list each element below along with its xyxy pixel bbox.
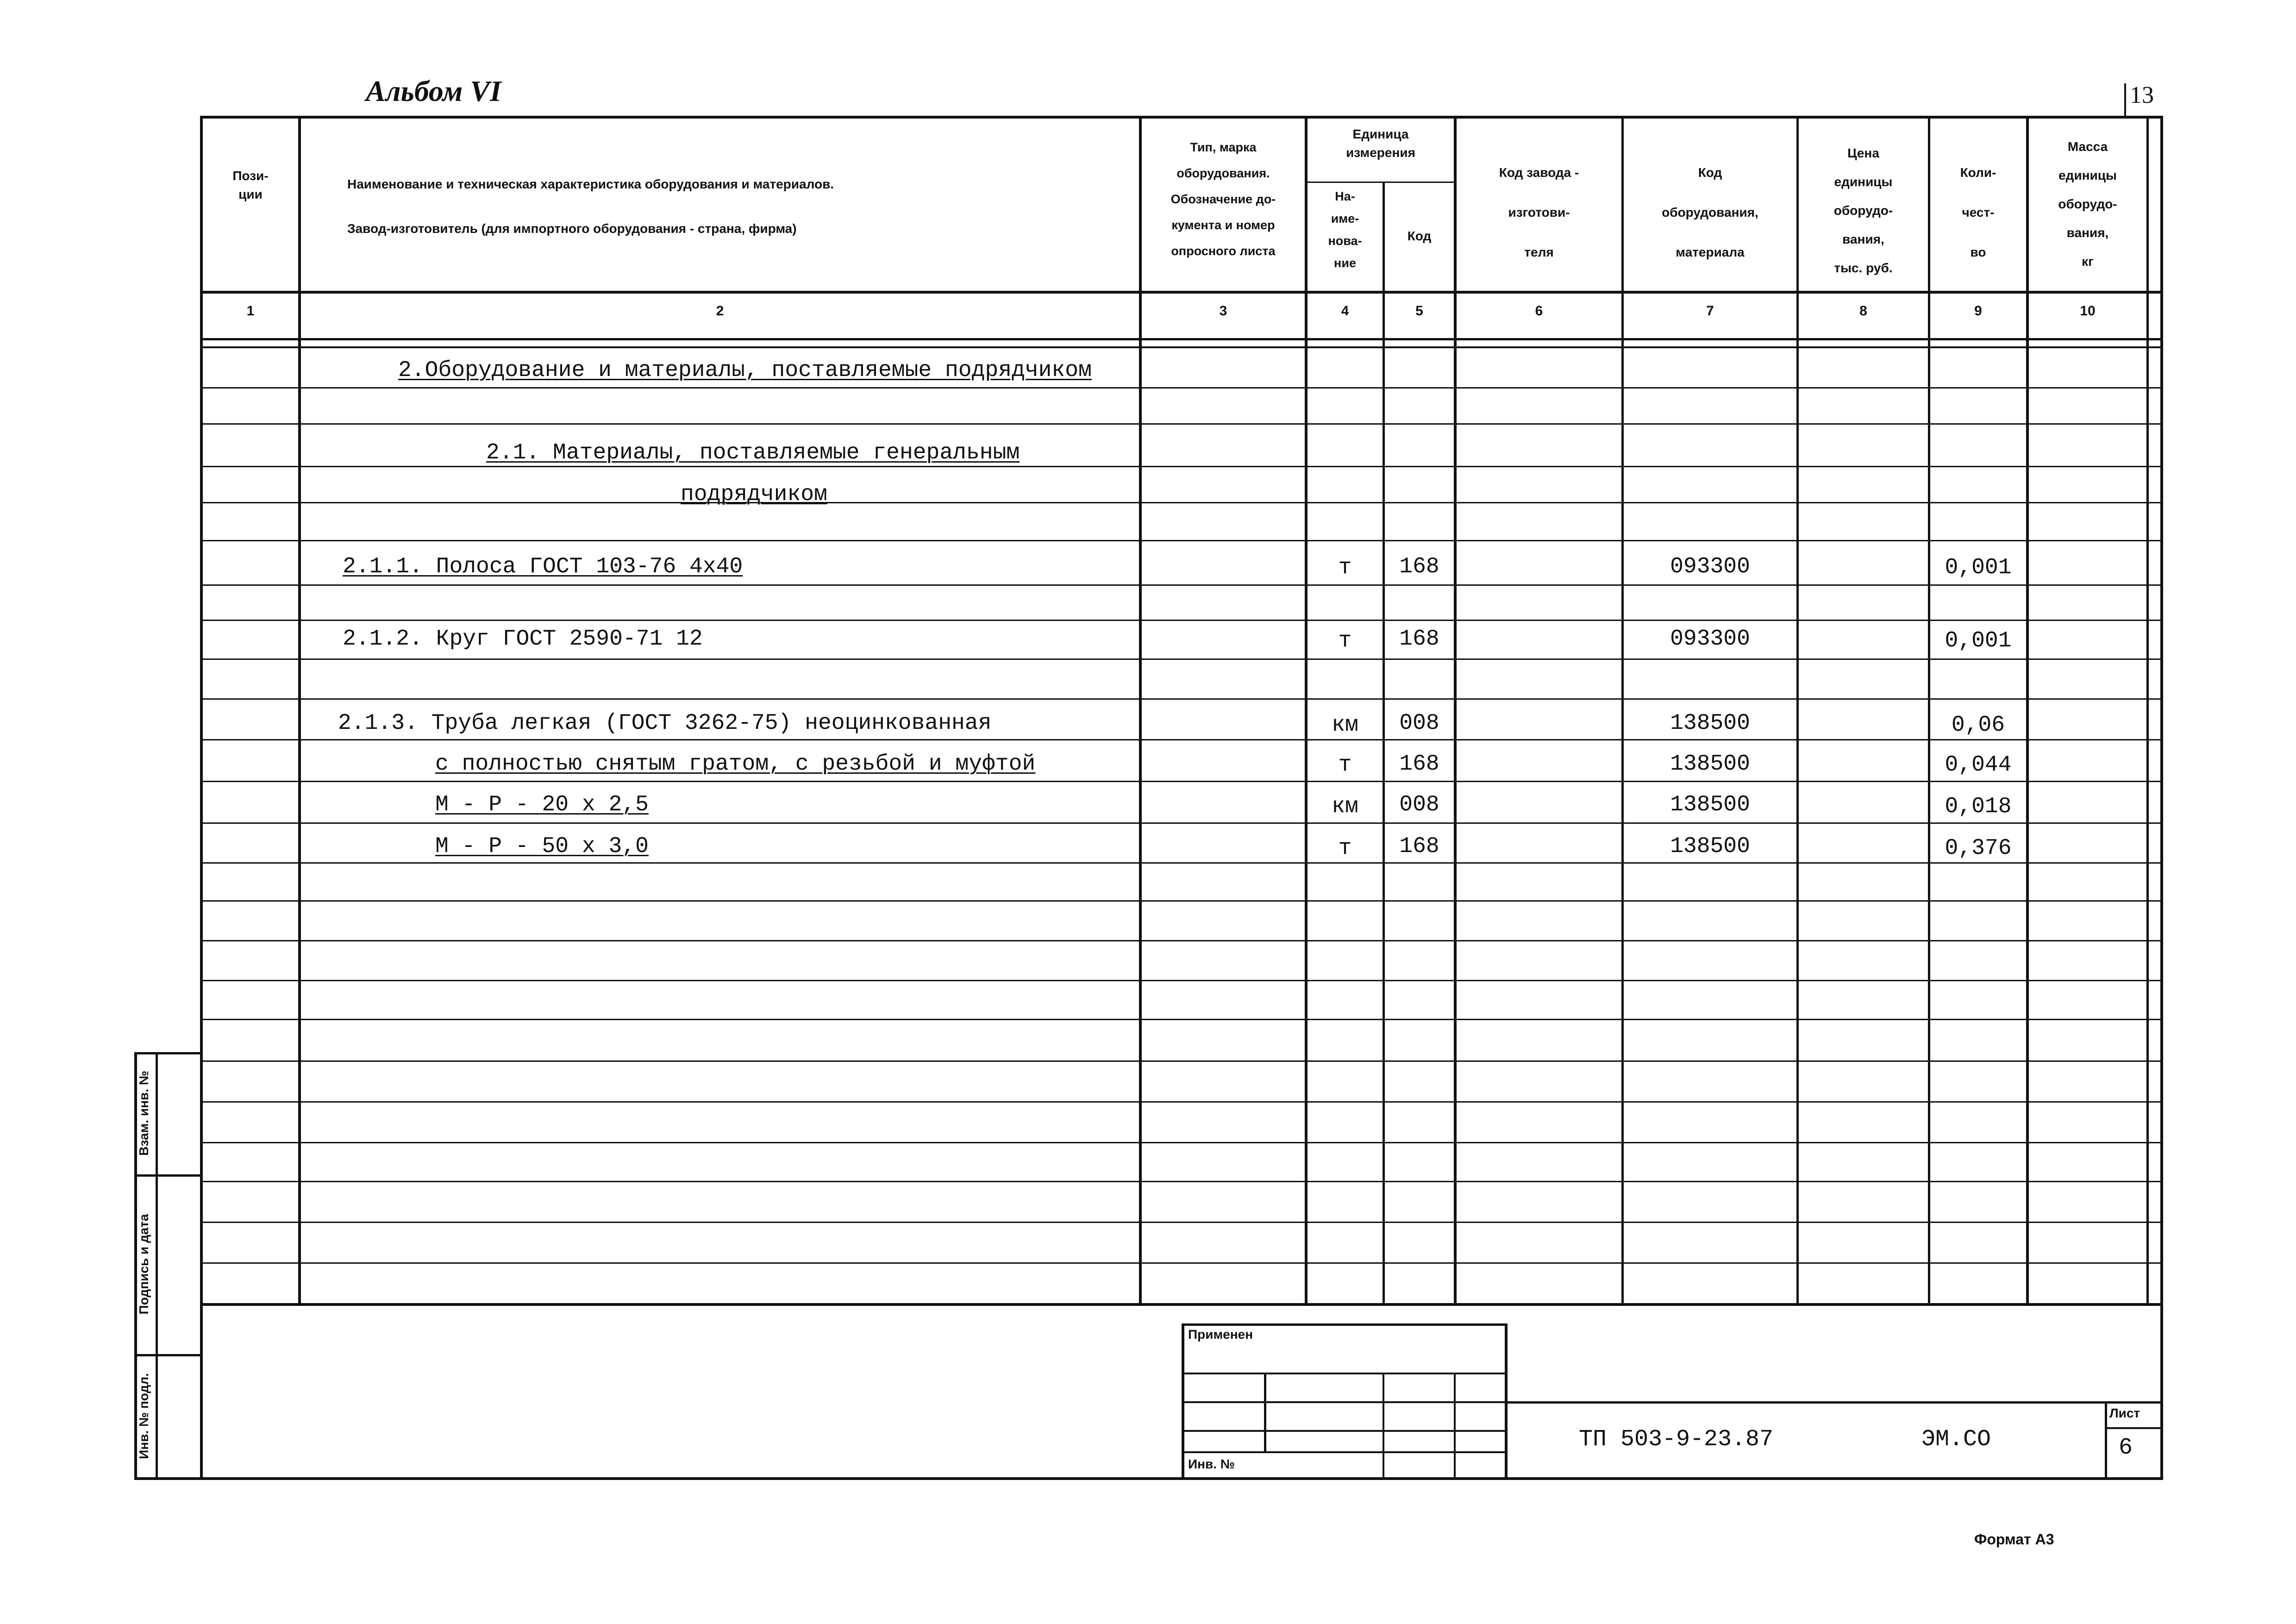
col-number-1: 1 bbox=[246, 303, 255, 319]
col-number-2: 2 bbox=[716, 303, 724, 319]
item-quantity: 0,018 bbox=[1945, 794, 2012, 819]
item-quantity: 0,001 bbox=[1945, 628, 2012, 653]
item-material-code: 138500 bbox=[1670, 752, 1750, 777]
item-unit: км bbox=[1332, 794, 1358, 819]
item-name: с полностью снятым гратом, с резьбой и муфтой bbox=[435, 752, 1036, 777]
item-material-code: 138500 bbox=[1670, 792, 1750, 817]
side-label-vzam: Взам. инв. № bbox=[137, 1071, 151, 1156]
col4-header: На- име- нова- ние bbox=[1328, 189, 1362, 270]
col-number-5: 5 bbox=[1415, 303, 1423, 319]
item-material-code: 093300 bbox=[1670, 554, 1750, 579]
item-name: М - Р - 20 х 2,5 bbox=[435, 792, 649, 817]
section-2-heading: 2.Оборудование и материалы, поставляемые подрядчиком bbox=[398, 358, 1092, 383]
page-number: 13 bbox=[2130, 82, 2154, 108]
col45-header: Единица измерения bbox=[1346, 127, 1415, 160]
col1-header: Пози- ции bbox=[232, 169, 269, 201]
item-material-code: 138500 bbox=[1670, 711, 1750, 736]
col-number-3: 3 bbox=[1219, 303, 1227, 319]
item-quantity: 0,001 bbox=[1945, 555, 2012, 580]
item-name: 2.1.1. Полоса ГОСТ 103-76 4х40 bbox=[343, 554, 743, 579]
item-unit: т bbox=[1338, 555, 1352, 580]
item-name: 2.1.3. Труба легкая (ГОСТ 3262-75) неоцинкованная bbox=[338, 711, 992, 736]
side-label-inv: Инв. № подл. bbox=[137, 1373, 151, 1459]
page-number-divider bbox=[2124, 83, 2126, 117]
col-number-7: 7 bbox=[1706, 303, 1714, 319]
item-unit-code: 008 bbox=[1399, 792, 1439, 817]
album-label: Альбом VI bbox=[366, 75, 501, 107]
col6-header: Код завода - изготови- теля bbox=[1499, 165, 1579, 259]
col7-header: Код оборудования, материала bbox=[1662, 165, 1758, 259]
col-number-4: 4 bbox=[1341, 303, 1349, 319]
item-quantity: 0,044 bbox=[1945, 752, 2012, 778]
col9-header: Коли- чест- во bbox=[1960, 165, 1996, 259]
item-name: 2.1.2. Круг ГОСТ 2590-71 12 bbox=[343, 627, 703, 652]
doc-code: ТП 503-9-23.87 bbox=[1579, 1426, 1774, 1453]
sheet-number: 6 bbox=[2119, 1435, 2133, 1461]
item-quantity: 0,06 bbox=[1951, 713, 2005, 738]
item-unit: т bbox=[1338, 628, 1352, 653]
item-unit-code: 168 bbox=[1399, 554, 1439, 579]
col-number-6: 6 bbox=[1535, 303, 1543, 319]
side-label-podpis: Подпись и дата bbox=[137, 1214, 151, 1315]
item-unit: т bbox=[1338, 836, 1352, 861]
col5-header: Код bbox=[1407, 229, 1432, 243]
item-unit-code: 168 bbox=[1399, 834, 1439, 859]
col-number-8: 8 bbox=[1859, 303, 1867, 319]
col-number-10: 10 bbox=[2080, 303, 2096, 319]
col2-header: Наименование и техническая характеристика оборудования и материалов. Завод-изготовитель (для импортного оборудования - страна, фирма) bbox=[347, 177, 834, 236]
doc-mark: ЭМ.СО bbox=[1921, 1426, 1991, 1453]
item-name: М - Р - 50 х 3,0 bbox=[435, 834, 649, 859]
item-material-code: 138500 bbox=[1670, 834, 1750, 859]
item-unit-code: 168 bbox=[1399, 627, 1439, 652]
col10-header: Масса единицы оборудо- вания, кг bbox=[2058, 139, 2117, 269]
item-unit-code: 008 bbox=[1399, 711, 1439, 736]
sheet-label: Лист bbox=[2109, 1406, 2140, 1420]
item-material-code: 093300 bbox=[1670, 627, 1750, 652]
item-quantity: 0,376 bbox=[1945, 836, 2012, 861]
col8-header: Цена единицы оборудо- вания, тыс. руб. bbox=[1833, 146, 1893, 275]
stamp-inv-no: Инв. № bbox=[1188, 1457, 1235, 1471]
item-unit-code: 168 bbox=[1399, 752, 1439, 777]
format-label: Формат А3 bbox=[1974, 1531, 2054, 1548]
item-unit: км bbox=[1332, 713, 1358, 738]
col-number-9: 9 bbox=[1974, 303, 1982, 319]
section-21-heading-line1: 2.1. Материалы, поставляемые генеральным bbox=[486, 440, 1020, 465]
stamp-primenen: Применен bbox=[1188, 1327, 1253, 1342]
section-21-heading-line2: подрядчиком bbox=[681, 482, 827, 507]
item-unit: т bbox=[1338, 752, 1352, 778]
col3-header: Тип, марка оборудования. Обозначение до- кумента и номер опросного листа bbox=[1170, 140, 1276, 258]
